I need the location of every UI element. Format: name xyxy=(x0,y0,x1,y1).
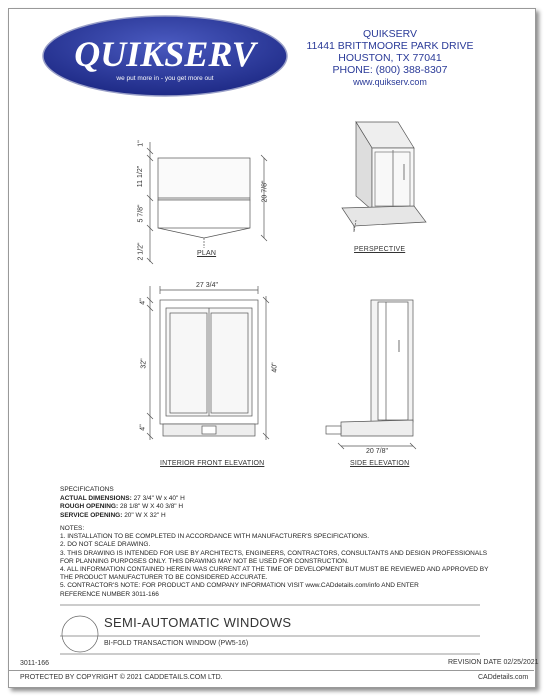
note-line: REFERENCE NUMBER 3011-166 xyxy=(60,590,159,598)
reference-number: 3011-166 xyxy=(20,660,50,667)
plan-dim-upper: 11 1/2" xyxy=(137,165,145,188)
plan-dim-depth: 20 7/8" xyxy=(261,180,269,203)
footer-divider xyxy=(8,670,534,671)
specs-heading: SPECIFICATIONS xyxy=(60,486,114,493)
quikserv-logo xyxy=(40,14,290,98)
front-elevation-label: INTERIOR FRONT ELEVATION xyxy=(160,460,265,467)
company-url[interactable]: www.quikserv.com xyxy=(353,77,427,87)
company-phone: PHONE: (800) 388-8307 xyxy=(332,64,448,76)
caddetails-link[interactable]: CADdetails.com xyxy=(478,674,529,681)
company-info xyxy=(300,28,480,88)
note-line: THE PRODUCT MANUFACTURER TO BE CONSIDERED ACCURATE. xyxy=(60,574,268,582)
plan-dim-bottom: 2 1/2" xyxy=(137,242,145,261)
note-line: FOR PLANNING PURPOSES ONLY. THIS DRAWING MAY NOT BE USED FOR CONSTRUCTION. xyxy=(60,557,349,565)
spec-row: SERVICE OPENING: 20" W X 32" H xyxy=(60,511,166,519)
note-line: 2. DO NOT SCALE DRAWING. xyxy=(60,541,151,549)
notes xyxy=(60,525,489,599)
front-dim-height: 40" xyxy=(271,362,279,373)
note-line: 5. CONTRACTOR'S NOTE: FOR PRODUCT AND COMPANY INFORMATION VISIT www.CADdetails.com/info AND ENTER xyxy=(60,582,419,590)
logo-tagline: we put more in - you get more out xyxy=(116,75,214,82)
front-dim-width: 27 3/4" xyxy=(196,282,218,289)
copyright-notice: PROTECTED BY COPYRIGHT © 2021 CADDETAILS.COM LTD. xyxy=(20,674,223,681)
company-name: QUIKSERV xyxy=(362,28,418,40)
perspective-label: PERSPECTIVE xyxy=(354,246,406,253)
spec-row: ROUGH OPENING: 28 1/8" W X 40 3/8" H xyxy=(60,503,184,510)
plan-dim-top: 1" xyxy=(137,140,145,147)
front-dim-top: 4" xyxy=(139,298,147,305)
notes-heading: NOTES: xyxy=(60,525,85,532)
note-line: 3. THIS DRAWING IS INTENDED FOR USE BY ARCHITECTS, ENGINEERS, CONTRACTORS, CONSULTANTS AND DESIGN PROFESSIONALS xyxy=(60,549,488,557)
front-dim-opening: 32" xyxy=(140,358,148,369)
drawing-subtitle: BI-FOLD TRANSACTION WINDOW (PW5-16) xyxy=(104,640,249,647)
logo-brand: QUIKSERV xyxy=(74,34,256,74)
side-dim-depth: 20 7/8" xyxy=(366,448,388,455)
note-line: 4. ALL INFORMATION CONTAINED HEREIN WAS CURRENT AT THE TIME OF DEVELOPMENT BUT MUST BE REVIEWED AND APPROVED BY xyxy=(60,566,489,574)
side-elevation-label: SIDE ELEVATION xyxy=(350,460,410,467)
specifications xyxy=(60,486,185,520)
plan-dim-lower: 5 7/8" xyxy=(137,204,145,223)
note-line: 1. INSTALLATION TO BE COMPLETED IN ACCORDANCE WITH MANUFACTURER'S SPECIFICATIONS. xyxy=(60,533,370,541)
drawing-title: SEMI-AUTOMATIC WINDOWS xyxy=(104,615,292,630)
revision-date: REVISION DATE 02/25/2021 xyxy=(448,659,539,666)
front-dim-bottom: 4" xyxy=(139,424,147,431)
spec-row: ACTUAL DIMENSIONS: 27 3/4" W x 40" H xyxy=(60,494,185,502)
company-address-1: 11441 BRITTMOORE PARK DRIVE xyxy=(306,40,474,52)
plan-label: PLAN xyxy=(197,250,217,257)
company-address-2: HOUSTON, TX 77041 xyxy=(338,52,442,64)
